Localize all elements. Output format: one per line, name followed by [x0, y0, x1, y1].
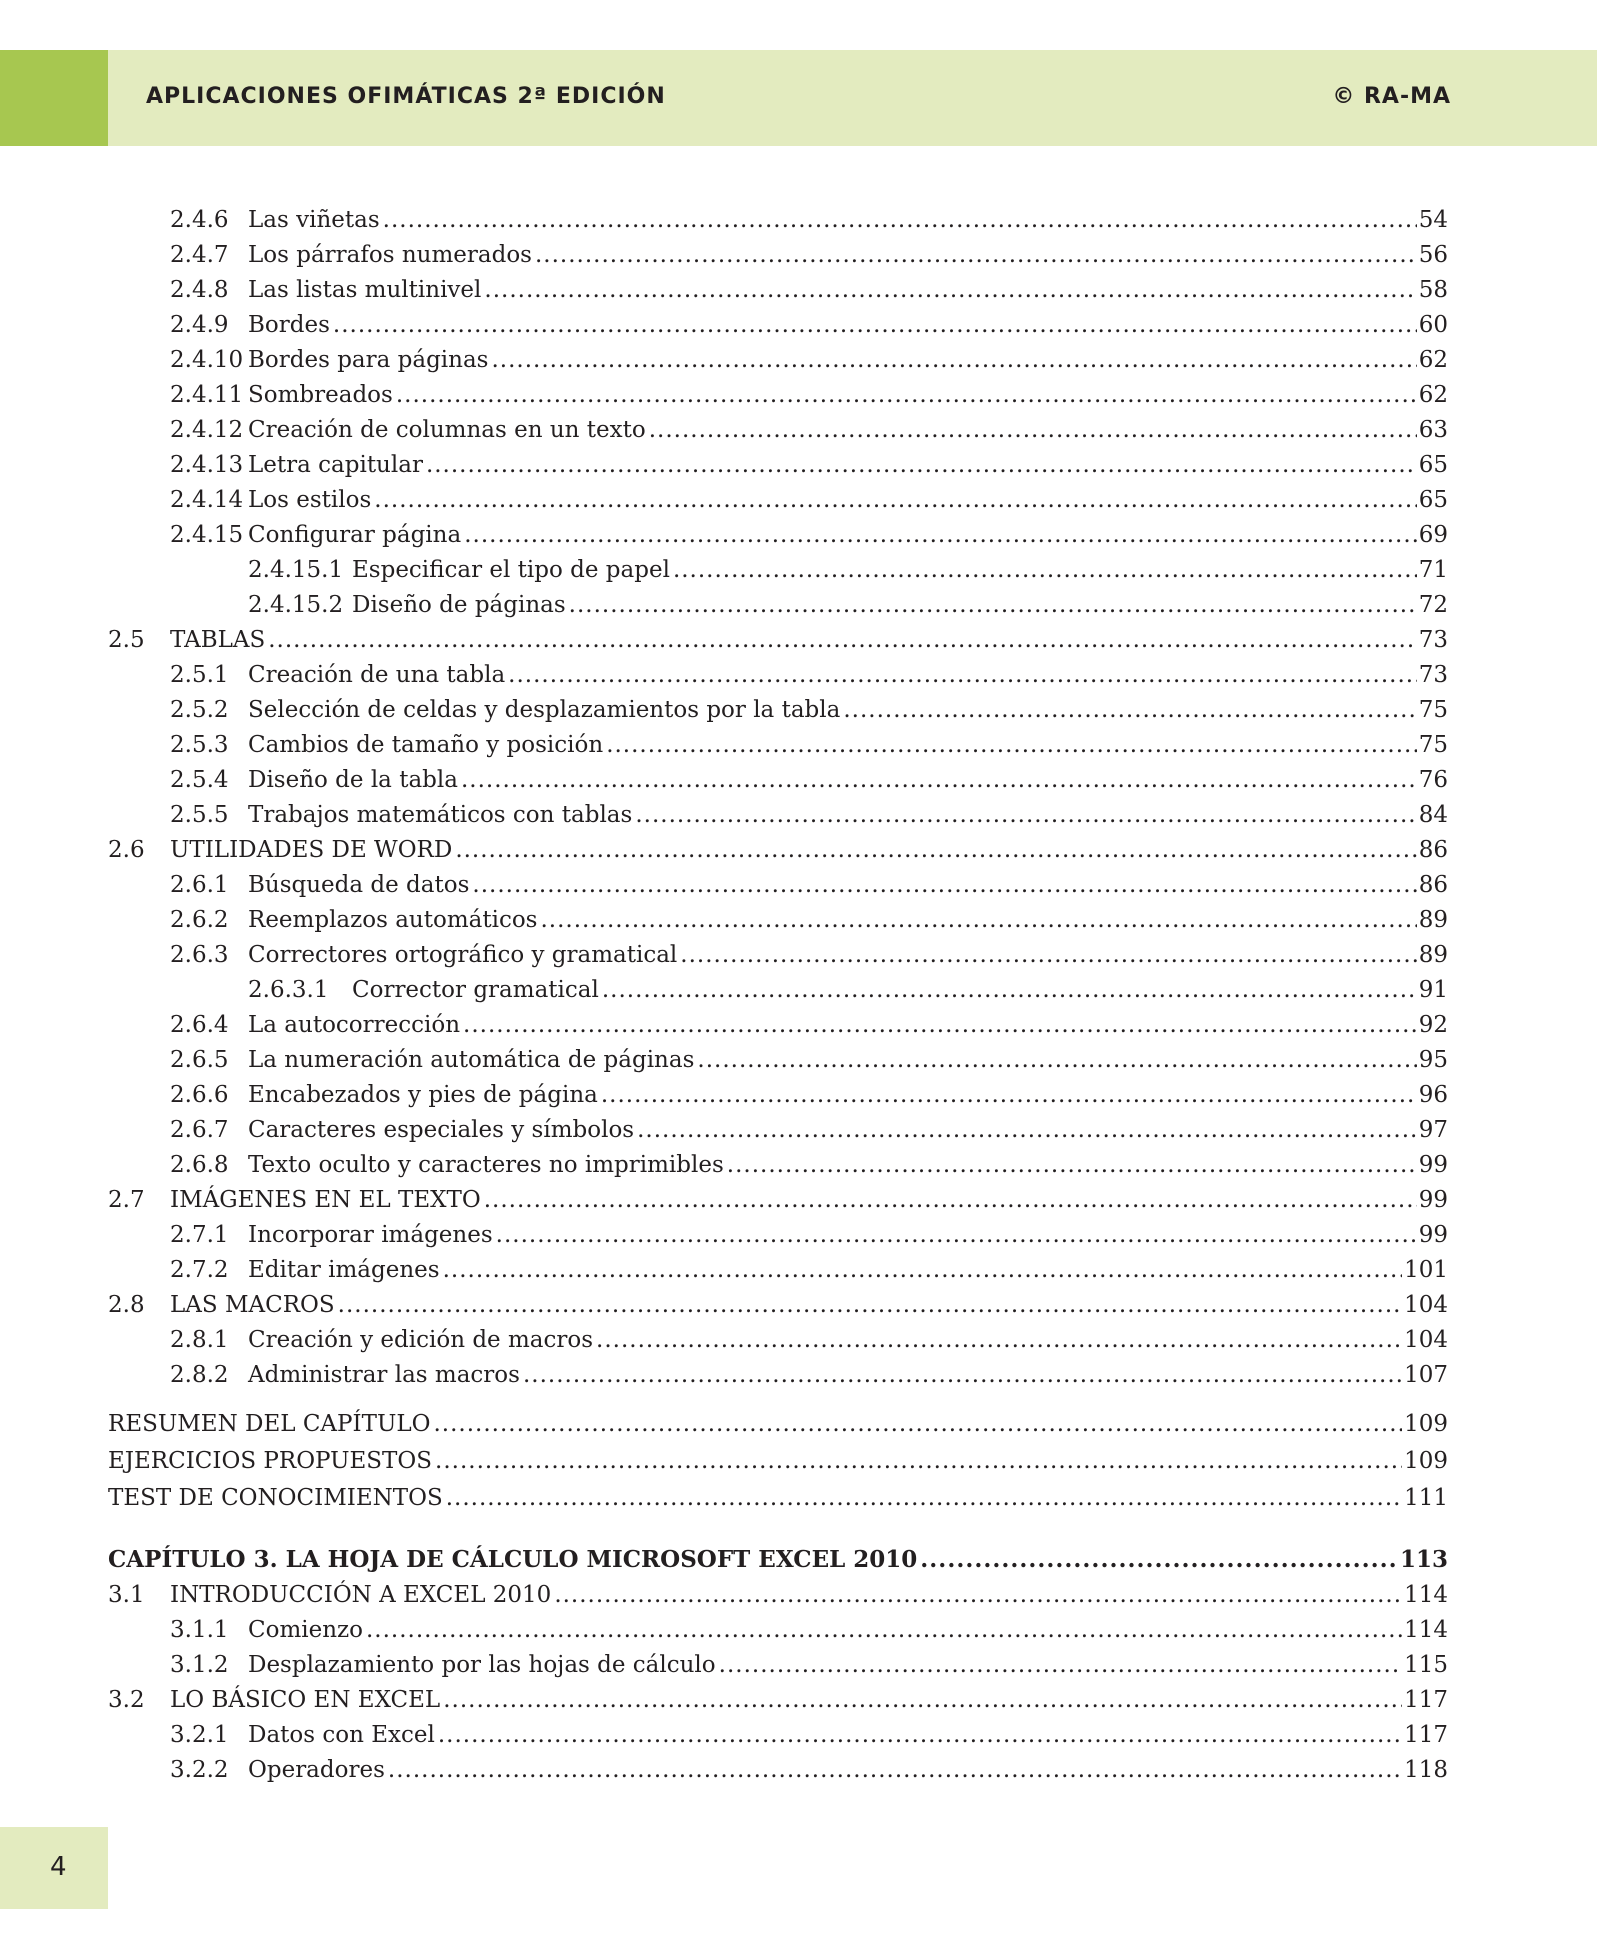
- toc-entry[interactable]: [170, 1753, 1448, 1787]
- dot-leader: [635, 798, 1416, 832]
- dot-leader: [484, 273, 1416, 307]
- toc-entry[interactable]: [170, 1718, 1448, 1752]
- toc-entry-number: 3.1.2: [170, 1652, 229, 1678]
- dot-leader: [435, 1444, 1402, 1478]
- toc-entry[interactable]: [170, 413, 1448, 447]
- toc-entry[interactable]: [170, 343, 1448, 377]
- toc-entry-number: 2.6: [108, 837, 145, 863]
- toc-entry-title: INTRODUCCIÓN A EXCEL 2010: [170, 1582, 552, 1608]
- toc-entry[interactable]: [170, 903, 1448, 937]
- toc-entry[interactable]: [248, 973, 1448, 1007]
- toc-entry-page: 69: [1418, 522, 1448, 548]
- toc-entry[interactable]: [170, 938, 1448, 972]
- toc-entry-page: 118: [1404, 1757, 1448, 1783]
- dot-leader: [843, 693, 1416, 727]
- toc-entry-page: 73: [1418, 662, 1448, 688]
- toc-entry-title: Comienzo: [248, 1617, 363, 1643]
- toc-entry[interactable]: [170, 1358, 1448, 1392]
- toc-entry-title: Correctores ortográfico y gramatical: [248, 942, 678, 968]
- toc-entry-page: 99: [1418, 1187, 1448, 1213]
- toc-entry-page: 84: [1418, 802, 1448, 828]
- toc-entry[interactable]: [170, 1613, 1448, 1647]
- toc-entry-title: Sombreados: [248, 382, 393, 408]
- dot-leader: [438, 1718, 1402, 1752]
- toc-entry-title: Incorporar imágenes: [248, 1222, 493, 1248]
- toc-entry-page: 99: [1418, 1152, 1448, 1178]
- toc-entry-page: 101: [1404, 1257, 1448, 1283]
- dot-leader: [338, 1288, 1402, 1322]
- toc-entry-page: 72: [1418, 592, 1448, 618]
- toc-entry[interactable]: [170, 728, 1448, 762]
- dot-leader: [727, 1148, 1417, 1182]
- toc-entry[interactable]: [170, 763, 1448, 797]
- toc-entry-number: 2.4.15: [170, 522, 244, 548]
- toc-entry[interactable]: [108, 1444, 1448, 1478]
- dot-leader: [606, 728, 1417, 762]
- toc-entry-number: 2.8: [108, 1292, 145, 1318]
- dot-leader: [602, 973, 1417, 1007]
- toc-entry[interactable]: [170, 203, 1448, 237]
- page-number: 4: [50, 1852, 67, 1882]
- toc-entry-page: 71: [1418, 557, 1448, 583]
- toc-entry-number: 2.4.12: [170, 417, 244, 443]
- dot-leader: [455, 833, 1416, 867]
- toc-entry-title: Reemplazos automáticos: [248, 907, 538, 933]
- dot-leader: [333, 308, 1417, 342]
- toc-entry-title: EJERCICIOS PROPUESTOS: [108, 1448, 433, 1474]
- toc-entry-title: LO BÁSICO EN EXCEL: [170, 1687, 441, 1713]
- toc-entry-title: Texto oculto y caracteres no imprimibles: [248, 1152, 724, 1178]
- toc-entry-page: 86: [1418, 872, 1448, 898]
- toc-entry-title: Corrector gramatical: [352, 977, 599, 1003]
- toc-entry[interactable]: [108, 623, 1448, 657]
- toc-entry-page: 117: [1404, 1687, 1448, 1713]
- header-accent-block: [0, 50, 108, 146]
- toc-entry-page: 113: [1399, 1546, 1448, 1573]
- toc-entry-number: 2.6.1: [170, 872, 229, 898]
- dot-leader: [673, 553, 1417, 587]
- toc-entry-number: 2.7.2: [170, 1257, 229, 1283]
- toc-entry-title: RESUMEN DEL CAPÍTULO: [108, 1411, 431, 1437]
- toc-entry[interactable]: [170, 448, 1448, 482]
- running-header-publisher: © RA-MA: [1332, 84, 1451, 109]
- toc-entry-title: TEST DE CONOCIMIENTOS: [108, 1485, 443, 1511]
- dot-leader: [541, 903, 1417, 937]
- dot-leader: [443, 1253, 1403, 1287]
- toc-entry-page: 75: [1418, 732, 1448, 758]
- dot-leader: [569, 588, 1417, 622]
- dot-leader: [523, 1358, 1402, 1392]
- toc-entry-number: 2.8.1: [170, 1327, 229, 1353]
- toc-entry-title: Las viñetas: [248, 207, 380, 233]
- toc-entry-page: 114: [1404, 1617, 1448, 1643]
- toc-entry-number: 2.6.3.1: [248, 977, 329, 1003]
- toc-entry-number: 2.5.2: [170, 697, 229, 723]
- toc-entry-title: Los estilos: [248, 487, 372, 513]
- toc-entry-page: 65: [1418, 452, 1448, 478]
- dot-leader: [680, 938, 1416, 972]
- toc-entry[interactable]: [108, 1683, 1448, 1717]
- toc-entry-title: Bordes para páginas: [248, 347, 489, 373]
- toc-entry-title: Diseño de páginas: [352, 592, 566, 618]
- toc-entry-title: TABLAS: [170, 627, 266, 653]
- toc-entry[interactable]: [170, 1648, 1448, 1682]
- toc-entry-page: 76: [1418, 767, 1448, 793]
- toc-entry-number: 2.6.6: [170, 1082, 229, 1108]
- toc-entry-number: 2.4.10: [170, 347, 244, 373]
- toc-entry-title: Las listas multinivel: [248, 277, 482, 303]
- toc-entry[interactable]: [170, 273, 1448, 307]
- toc-entry[interactable]: [108, 1407, 1448, 1441]
- toc-entry-page: 104: [1404, 1327, 1448, 1353]
- dot-leader: [496, 1218, 1417, 1252]
- toc-entry-title: Los párrafos numerados: [248, 242, 532, 268]
- toc-entry[interactable]: [170, 518, 1448, 552]
- toc-entry-title: Creación de una tabla: [248, 662, 506, 688]
- running-header-title: APLICACIONES OFIMÁTICAS 2ª EDICIÓN: [146, 84, 666, 109]
- toc-entry-number: 2.4.6: [170, 207, 229, 233]
- toc-entry-title: Datos con Excel: [248, 1722, 435, 1748]
- toc-entry[interactable]: [170, 1043, 1448, 1077]
- toc-entry-page: 95: [1418, 1047, 1448, 1073]
- toc-entry[interactable]: [170, 658, 1448, 692]
- toc-entry-number: 2.5: [108, 627, 145, 653]
- dot-leader: [426, 448, 1417, 482]
- toc-entry-title: La numeración automática de páginas: [248, 1047, 695, 1073]
- toc-entry-page: 73: [1418, 627, 1448, 653]
- dot-leader: [268, 623, 1416, 657]
- toc-entry-page: 109: [1404, 1448, 1448, 1474]
- toc-entry-page: 58: [1418, 277, 1448, 303]
- toc-entry-number: 2.6.5: [170, 1047, 229, 1073]
- toc-entry[interactable]: [108, 833, 1448, 867]
- toc-entry-page: 114: [1404, 1582, 1448, 1608]
- toc-entry-number: 2.5.1: [170, 662, 229, 688]
- toc-entry-page: 65: [1418, 487, 1448, 513]
- toc-entry-number: 2.6.2: [170, 907, 229, 933]
- toc-entry-number: 2.4.13: [170, 452, 244, 478]
- toc-entry-number: 2.6.4: [170, 1012, 229, 1038]
- toc-entry-page: 54: [1418, 207, 1448, 233]
- toc-entry[interactable]: [108, 1183, 1448, 1217]
- chapter-heading[interactable]: [108, 1543, 1448, 1577]
- toc-entry-number: 2.4.9: [170, 312, 229, 338]
- toc-entry-page: 86: [1418, 837, 1448, 863]
- toc-entry-page: 89: [1418, 942, 1448, 968]
- toc-entry[interactable]: [170, 1078, 1448, 1112]
- dot-leader: [637, 1113, 1417, 1147]
- toc-entry-title: Editar imágenes: [248, 1257, 440, 1283]
- toc-entry[interactable]: [170, 378, 1448, 412]
- toc-entry-number: 2.5.5: [170, 802, 229, 828]
- toc-entry[interactable]: [248, 588, 1448, 622]
- toc-entry-number: 2.4.7: [170, 242, 229, 268]
- dot-leader: [446, 1481, 1402, 1515]
- toc-entry-title: Diseño de la tabla: [248, 767, 458, 793]
- toc-entry-number: 2.6.7: [170, 1117, 229, 1143]
- toc-entry-title: Operadores: [248, 1757, 385, 1783]
- toc-entry-title: Desplazamiento por las hojas de cálculo: [248, 1652, 716, 1678]
- toc-entry[interactable]: [170, 1148, 1448, 1182]
- toc-entry[interactable]: [170, 798, 1448, 832]
- dot-leader: [601, 1078, 1417, 1112]
- dot-leader: [697, 1043, 1416, 1077]
- toc-entry[interactable]: [170, 868, 1448, 902]
- dot-leader: [464, 518, 1417, 552]
- toc-entry-page: 91: [1418, 977, 1448, 1003]
- dot-leader: [472, 868, 1416, 902]
- toc-entry-title: IMÁGENES EN EL TEXTO: [170, 1187, 481, 1213]
- toc-entry-title: Creación de columnas en un texto: [248, 417, 646, 443]
- toc-entry-number: 2.5.4: [170, 767, 229, 793]
- dot-leader: [920, 1543, 1398, 1577]
- toc-entry[interactable]: [170, 1008, 1448, 1042]
- toc-entry-page: 75: [1418, 697, 1448, 723]
- toc-entry-title: Búsqueda de datos: [248, 872, 470, 898]
- toc-entry-page: 96: [1418, 1082, 1448, 1108]
- toc-entry-title: LAS MACROS: [170, 1292, 335, 1318]
- dot-leader: [461, 763, 1417, 797]
- toc-entry[interactable]: [108, 1288, 1448, 1322]
- dot-leader: [366, 1613, 1402, 1647]
- dot-leader: [383, 203, 1417, 237]
- toc-entry-number: 2.7.1: [170, 1222, 229, 1248]
- toc-entry-title: Especificar el tipo de papel: [352, 557, 670, 583]
- toc-entry-page: 56: [1418, 242, 1448, 268]
- toc-entry[interactable]: [170, 1113, 1448, 1147]
- toc-entry-number: 2.4.8: [170, 277, 229, 303]
- toc-entry-title: Letra capitular: [248, 452, 423, 478]
- toc-entry-page: 115: [1404, 1652, 1448, 1678]
- toc-entry[interactable]: [248, 553, 1448, 587]
- dot-leader: [463, 1008, 1417, 1042]
- toc-entry-page: 104: [1404, 1292, 1448, 1318]
- dot-leader: [396, 378, 1417, 412]
- toc-entry-page: 99: [1418, 1222, 1448, 1248]
- toc-entry-number: 2.5.3: [170, 732, 229, 758]
- toc-entry-page: 63: [1418, 417, 1448, 443]
- toc-entry[interactable]: [108, 1578, 1448, 1612]
- dot-leader: [388, 1753, 1402, 1787]
- toc-entry-title: Bordes: [248, 312, 330, 338]
- dot-leader: [374, 483, 1416, 517]
- toc-entry-title: Caracteres especiales y símbolos: [248, 1117, 635, 1143]
- toc-entry[interactable]: [170, 1323, 1448, 1357]
- toc-entry-number: 2.4.15.2: [248, 592, 344, 618]
- toc-entry-number: 3.1.1: [170, 1617, 229, 1643]
- dot-leader: [649, 413, 1417, 447]
- toc-entry-number: 2.7: [108, 1187, 145, 1213]
- toc-entry-number: 2.6.3: [170, 942, 229, 968]
- toc-entry-page: 92: [1418, 1012, 1448, 1038]
- dot-leader: [535, 238, 1417, 272]
- toc-entry-page: 62: [1418, 347, 1448, 373]
- toc-entry-page: 107: [1404, 1362, 1448, 1388]
- dot-leader: [443, 1683, 1402, 1717]
- toc-entry-number: 3.1: [108, 1582, 145, 1608]
- toc-entry-page: 97: [1418, 1117, 1448, 1143]
- toc-entry-number: 2.4.14: [170, 487, 244, 513]
- toc-entry-title: CAPÍTULO 3. LA HOJA DE CÁLCULO MICROSOFT EXCEL 2010: [108, 1546, 918, 1573]
- toc-entry-page: 111: [1404, 1485, 1448, 1511]
- toc-entry-title: UTILIDADES DE WORD: [170, 837, 453, 863]
- toc-entry-title: Encabezados y pies de página: [248, 1082, 598, 1108]
- toc-entry-title: Administrar las macros: [248, 1362, 520, 1388]
- toc-entry[interactable]: [170, 238, 1448, 272]
- dot-leader: [596, 1323, 1402, 1357]
- toc-entry[interactable]: [170, 1218, 1448, 1252]
- toc-entry-page: 109: [1404, 1411, 1448, 1437]
- toc-entry-title: Cambios de tamaño y posición: [248, 732, 604, 758]
- toc-entry-page: 117: [1404, 1722, 1448, 1748]
- toc-entry-page: 89: [1418, 907, 1448, 933]
- toc-entry-title: Creación y edición de macros: [248, 1327, 594, 1353]
- toc-entry-number: 3.2.1: [170, 1722, 229, 1748]
- dot-leader: [554, 1578, 1402, 1612]
- dot-leader: [719, 1648, 1402, 1682]
- toc-entry[interactable]: [170, 483, 1448, 517]
- dot-leader: [433, 1407, 1402, 1441]
- toc-entry-number: 3.2.2: [170, 1757, 229, 1783]
- toc-entry-title: La autocorrección: [248, 1012, 461, 1038]
- dot-leader: [508, 658, 1417, 692]
- dot-leader: [484, 1183, 1417, 1217]
- toc-entry-number: 2.6.8: [170, 1152, 229, 1178]
- toc-entry-title: Selección de celdas y desplazamientos por la tabla: [248, 697, 841, 723]
- toc-entry-title: Configurar página: [248, 522, 462, 548]
- toc-entry[interactable]: [170, 1253, 1448, 1287]
- toc-entry-number: 2.4.11: [170, 382, 244, 408]
- toc-entry-number: 3.2: [108, 1687, 145, 1713]
- toc-entry-page: 60: [1418, 312, 1448, 338]
- toc-entry-page: 62: [1418, 382, 1448, 408]
- dot-leader: [492, 343, 1417, 377]
- toc-entry-number: 2.4.15.1: [248, 557, 344, 583]
- toc-entry-title: Trabajos matemáticos con tablas: [248, 802, 633, 828]
- toc-entry[interactable]: [170, 308, 1448, 342]
- toc-entry[interactable]: [170, 693, 1448, 727]
- toc-entry[interactable]: [108, 1481, 1448, 1515]
- toc-entry-number: 2.8.2: [170, 1362, 229, 1388]
